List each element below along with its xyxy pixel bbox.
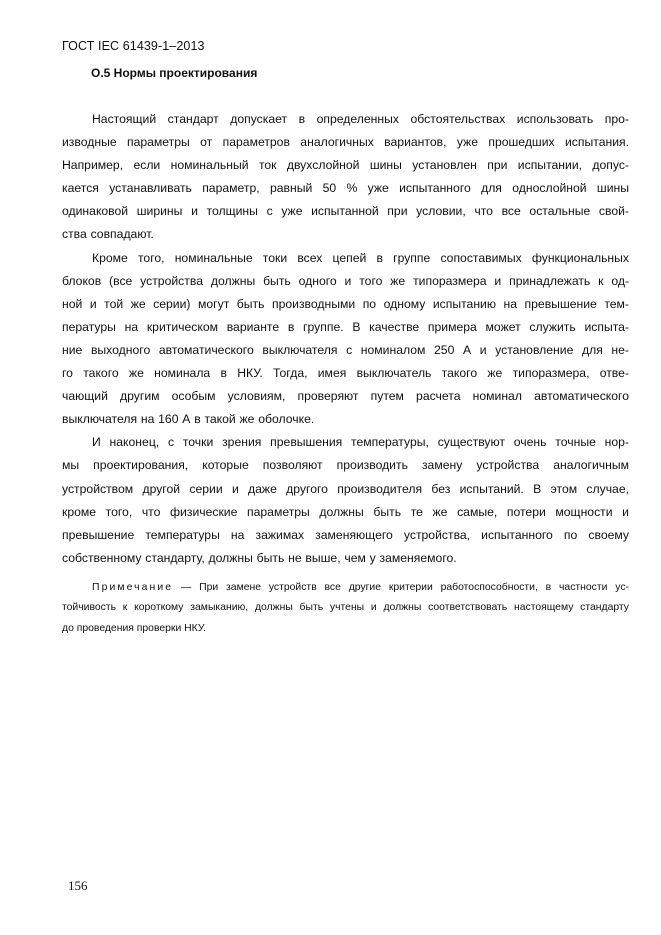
paragraph-line: кается устанавливать параметр, равный 50 % уже испытанного для однослойной шины <box>62 181 629 196</box>
paragraph-line: мы проектирования, которые позволяют производить замену устройства аналогичным <box>62 458 629 473</box>
paragraph-line: устройством другой серии и даже другого производителя без испытаний. В этом случае, <box>62 481 629 496</box>
paragraph-line: И наконец, с точки зрения превышения температуры, существуют очень точные нор- <box>92 435 629 450</box>
paragraph-line: собственному стандарту, должны быть не выше, чем у заменяемого. <box>62 550 457 565</box>
paragraph-line: блоков (все устройства должны быть одного и того же типоразмера и принадлежать к од- <box>62 273 629 288</box>
paragraph-line: Настоящий стандарт допускает в определенных обстоятельствах использовать про- <box>92 112 629 126</box>
paragraph-line: превышение температуры на зажимах заменяющего устройства, испытанного по своему <box>62 527 629 542</box>
paragraph-line: ства совпадают. <box>62 227 154 242</box>
page-number: 156 <box>68 878 88 893</box>
paragraph-line: изводные параметры от параметров аналогичных вариантов, уже прошедших испытания. <box>62 135 629 150</box>
paragraph-line: го такого же номинала в НКУ. Тогда, имея выключатель такого же типоразмера, отве- <box>62 366 629 381</box>
paragraph-line: одинаковой ширины и толщины с уже испытанной при условии, что все остальные свой- <box>62 204 629 219</box>
paragraph-line: чающий другим особым условиям, проверяют путем расчета номинал автоматического <box>62 389 629 404</box>
paragraph-2 <box>62 247 629 432</box>
note-block <box>62 578 629 639</box>
paragraph-line: ние выходного автоматического выключателя с номиналом 250 А и установление для не- <box>62 342 629 357</box>
standard-code-header: ГОСТ IEC 61439-1–2013 <box>62 39 205 53</box>
note-label: Примечание <box>92 582 174 593</box>
paragraph-line: кроме того, что физические параметры должны быть те же самые, потери мощности и <box>62 504 629 519</box>
paragraph-line: выключателя на 160 А в такой же оболочке. <box>62 412 315 427</box>
paragraph-line: ной и той же серии) могут быть производными по одному испытанию на превышение тем- <box>62 296 629 311</box>
paragraph-3 <box>62 431 629 570</box>
paragraph-line: Например, если номинальный ток двухслойной шины установлен при испытании, допус- <box>62 158 629 173</box>
paragraph-line: пературы на критическом варианте в группе. В качестве примера может служить испыта- <box>62 319 629 334</box>
note-line <box>62 578 629 598</box>
note-line: тойчивость к короткому замыканию, должны быть учтены и должны соответствовать настоящему стандарту <box>62 602 629 614</box>
paragraph-line: Кроме того, номинальные токи всех цепей в группе сопоставимых функциональных <box>92 250 629 265</box>
note-text: — При замене устройств все другие критерии работоспособности, в частности ус- <box>173 582 629 593</box>
section-body <box>62 108 629 570</box>
paragraph-1 <box>62 108 629 247</box>
section-title: О.5 Нормы проектирования <box>91 66 258 80</box>
note-line: до проведения проверки НКУ. <box>62 622 206 634</box>
